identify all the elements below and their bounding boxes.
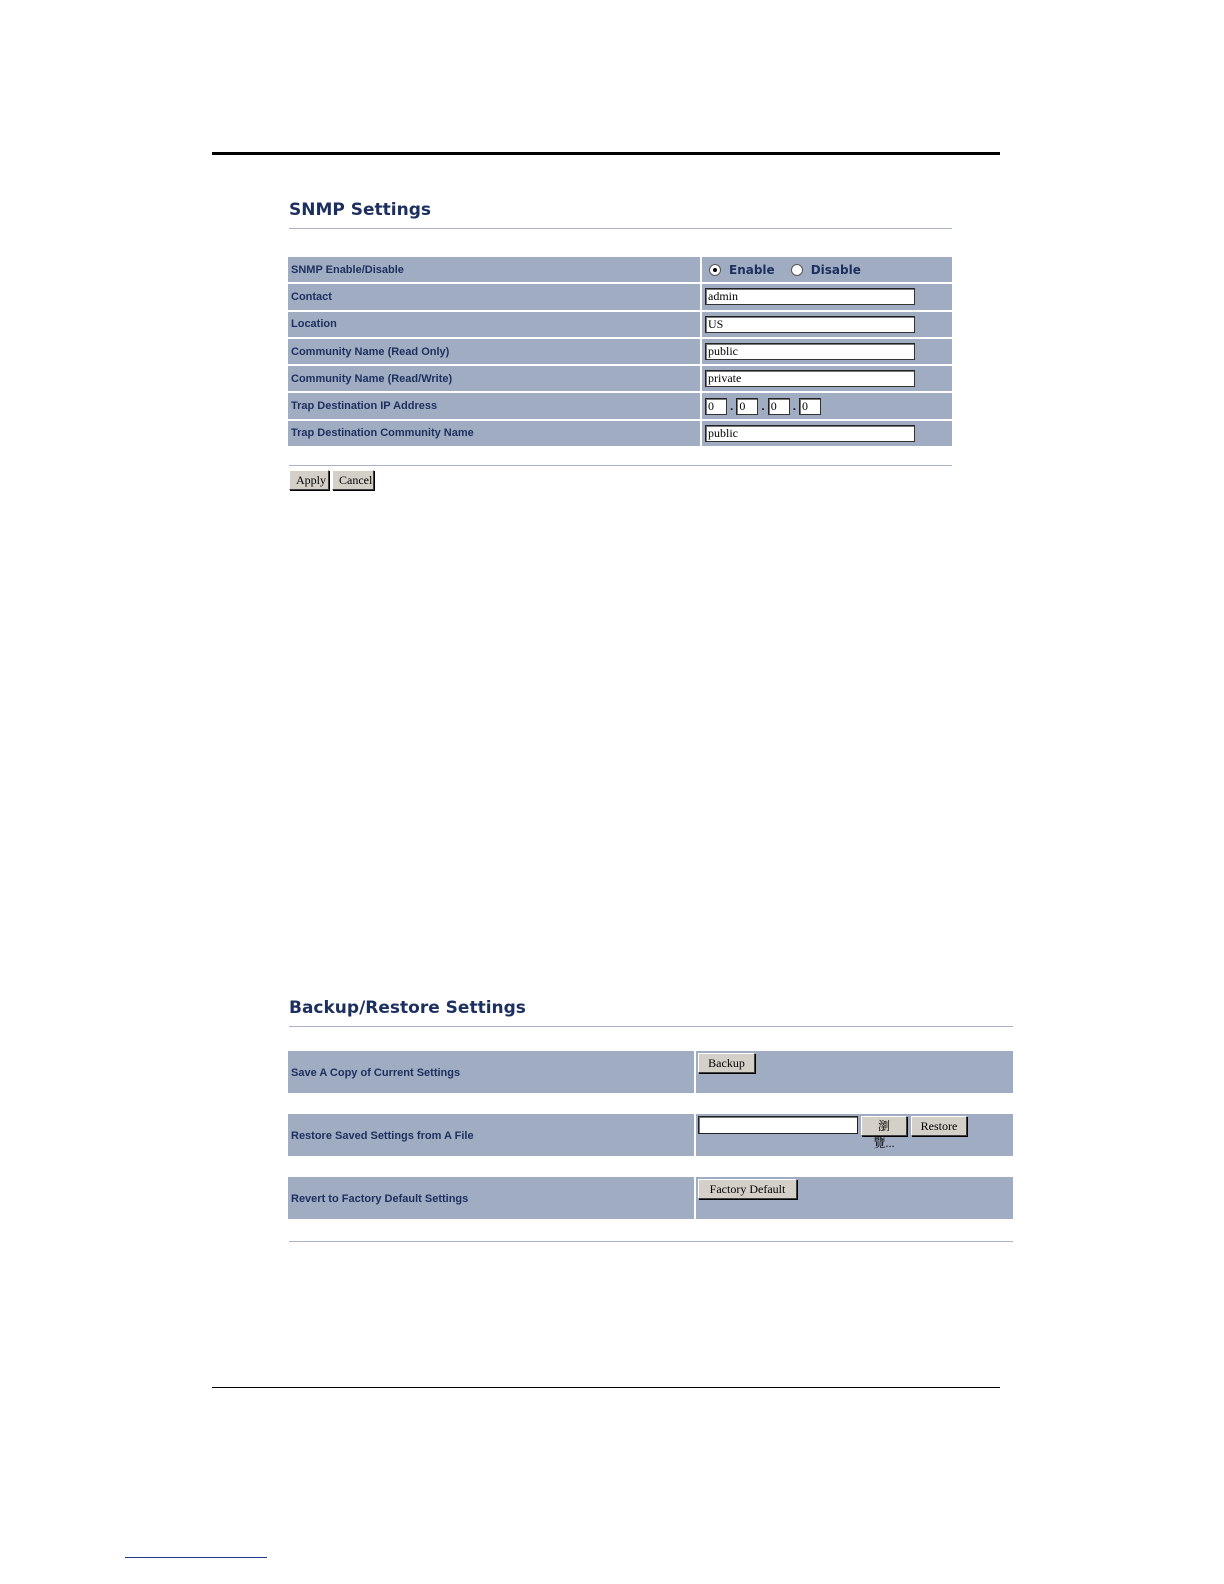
save-settings-row xyxy=(288,1051,1013,1093)
page-footer-rule xyxy=(212,1387,1000,1388)
factory-default-label: Revert to Factory Default Settings xyxy=(288,1177,694,1219)
page-header-rule xyxy=(212,152,1000,155)
community-rw-row xyxy=(288,366,952,393)
community-ro-input[interactable] xyxy=(705,343,915,360)
save-settings-label: Save A Copy of Current Settings xyxy=(288,1051,694,1093)
snmp-enable-row xyxy=(288,257,952,284)
restore-settings-row xyxy=(288,1114,1013,1156)
trap-ip-octet-2[interactable] xyxy=(736,398,758,415)
location-input[interactable] xyxy=(705,316,915,333)
location-row xyxy=(288,312,952,339)
trap-ip-label: Trap Destination IP Address xyxy=(288,393,700,418)
backup-button[interactable]: Backup xyxy=(698,1053,755,1073)
apply-button[interactable]: Apply xyxy=(289,470,329,490)
contact-row xyxy=(288,284,952,311)
restore-settings-label: Restore Saved Settings from A File xyxy=(288,1114,694,1156)
trap-community-row xyxy=(288,421,952,448)
snmp-action-rule xyxy=(289,465,952,466)
backup-restore-title: Backup/Restore Settings xyxy=(289,998,526,1018)
browse-button[interactable]: 瀏覽... xyxy=(861,1116,907,1136)
contact-input[interactable] xyxy=(705,288,915,305)
trap-community-label: Trap Destination Community Name xyxy=(288,421,700,446)
contact-label: Contact xyxy=(288,284,700,309)
factory-default-row xyxy=(288,1177,1013,1219)
cancel-button[interactable]: Cancel xyxy=(332,470,374,490)
snmp-enable-radio-label[interactable]: Enable xyxy=(729,262,775,277)
community-ro-row xyxy=(288,339,952,366)
snmp-title-rule xyxy=(289,228,952,229)
community-rw-input[interactable] xyxy=(705,370,915,387)
snmp-enable-label: SNMP Enable/Disable xyxy=(288,257,700,282)
restore-button[interactable]: Restore xyxy=(911,1116,967,1136)
trap-ip-row: Trap Destination IP Address 0 . 0 . 0 . 0 xyxy=(288,393,952,420)
community-rw-label: Community Name (Read/Write) xyxy=(288,366,700,391)
backup-bottom-rule xyxy=(289,1241,1013,1242)
location-label: Location xyxy=(288,312,700,337)
snmp-settings-title: SNMP Settings xyxy=(289,200,432,220)
trap-ip-octet-4[interactable] xyxy=(799,398,821,415)
snmp-settings-table xyxy=(288,257,952,448)
trap-community-input[interactable] xyxy=(705,425,915,442)
community-ro-label: Community Name (Read Only) xyxy=(288,339,700,364)
trap-ip-octet-3[interactable] xyxy=(768,398,790,415)
factory-default-button[interactable]: Factory Default xyxy=(698,1179,797,1199)
backup-title-rule xyxy=(289,1026,1013,1027)
snmp-disable-radio-label[interactable]: Disable xyxy=(810,262,861,277)
snmp-disable-radio[interactable] xyxy=(791,264,803,276)
footnote-separator xyxy=(125,1557,267,1558)
trap-ip-octet-1[interactable] xyxy=(705,398,727,415)
restore-file-input[interactable] xyxy=(698,1116,858,1134)
snmp-enable-radio[interactable] xyxy=(709,264,721,276)
